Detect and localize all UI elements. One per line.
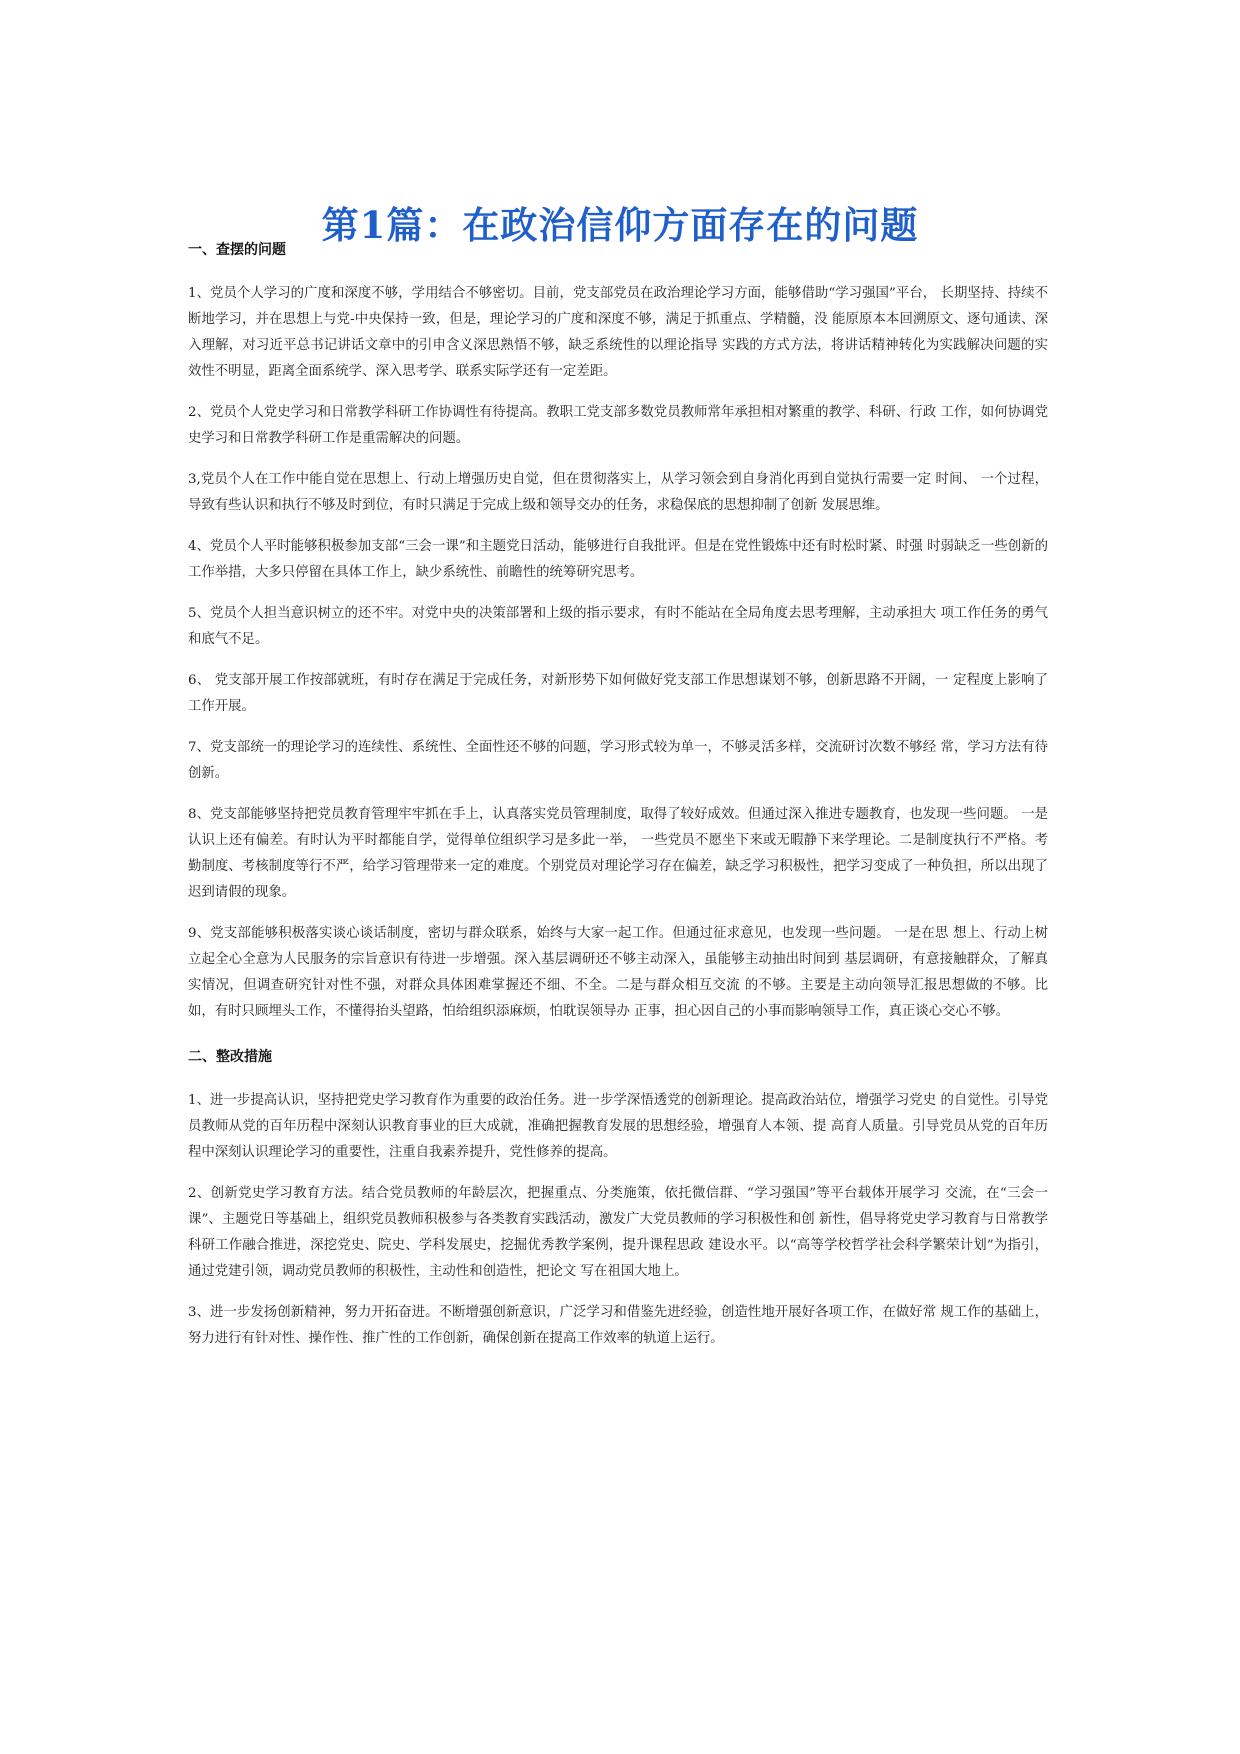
paragraph: 1、党员个人学习的广度和深度不够，学用结合不够密切。目前，党支部党员在政治理论学习方面，能够借助“学习强国”平台， 长期坚持、持续不断地学习，并在思想上与党-中央保持一致，但是，理论学习的广度和深度不够，满足于抓重点、学精髓，没 能原原本本回溯原文、逐句通读、深入理解，对习近平总书记讲话文章中的引申含义深思熟悟不够，缺乏系统性的以理论指导 实践的方式方法，将讲话精神转化为实践解决问题的实效性不明显，距离全面系统学、深入思考学、联系实际学还有一定差距。 xyxy=(188,286,1048,379)
section-heading: 一、查摆的问题 xyxy=(188,242,286,258)
section-problems xyxy=(188,240,1048,1025)
paragraph: 9、党支部能够积极落实谈心谈话制度，密切与群众联系，始终与大家一起工作。但通过征求意见，也发现一些问题。 一是在思 想上、行动上树立起全心全意为人民服务的宗旨意识有待进一步增强。深入基层调研还不够主动深入，虽能够主动抽出时间到 基层调研，有意接触群众，了解真实情况，但调查研究针对性不强，对群众具体困难掌握还不细、不全。二是与群众相互交流 的不够。主要是主动向领导汇报思想做的不够。比如，有时只顾埋头工作，不懂得抬头望路，怕给组织添麻烦，怕耽误领导办 正事，担心因自己的小事而影响领导工作，真正谈心交心不够。 xyxy=(188,926,1048,1019)
section-rectification xyxy=(188,1047,1048,1352)
page-title: 第1篇：在政治信仰方面存在的问题 xyxy=(321,202,919,247)
paragraph: 4、党员个人平时能够积极参加支部“三会一课”和主题党日活动，能够进行自我批评。但是在党性锻炼中还有时松时紧、时强 时弱缺乏一些创新的工作举措，大多只停留在具体工作上，缺少系统性、前瞻性的统筹研究思考。 xyxy=(188,539,1048,580)
paragraph: 1、进一步提高认识，坚持把党史学习教育作为重要的政治任务。进一步学深悟透党的创新理论。提高政治站位，增强学习党史 的自觉性。引导党员教师从党的百年历程中深刻认识教育事业的巨大成就，准确把握教育发展的思想经验，增强育人本领、提 高育人质量。引导党员从党的百年历程中深刻认识理论学习的重要性，注重自我素养提升，党性修养的提高。 xyxy=(188,1093,1048,1160)
paragraph: 2、党员个人党史学习和日常教学科研工作协调性有待提高。教职工党支部多数党员教师常年承担相对繁重的教学、科研、行政 工作，如何协调党史学习和日常教学科研工作是重需解决的问题。 xyxy=(188,405,1048,446)
section-heading: 二、整改措施 xyxy=(188,1049,272,1065)
paragraph: 3、进一步发扬创新精神，努力开拓奋进。不断增强创新意识，广泛学习和借鉴先进经验，创造性地开展好各项工作，在做好常 规工作的基础上，努力进行有针对性、操作性、推广性的工作创新，确保创新在提高工作效率的轨道上运行。 xyxy=(188,1305,1048,1346)
paragraph: 6、 党支部开展工作按部就班，有时存在满足于完成任务，对新形势下如何做好党支部工作思想谋划不够，创新思路不开阔，一 定程度上影响了工作开展。 xyxy=(188,673,1048,714)
paragraph: 2、创新党史学习教育方法。结合党员教师的年龄层次，把握重点、分类施策，依托微信群、“学习强国”等平台载体开展学习 交流，在“三会一课”、主题党日等基础上，组织党员教师积极参与各类教育实践活动，激发广大党员教师的学习积极性和创 新性，倡导将党史学习教育与日常教学科研工作融合推进，深挖党史、院史、学科发展史，挖掘优秀教学案例，提升课程思政 建设水平。以“高等学校哲学社会科学繁荣计划”为指引，通过党建引领，调动党员教师的积极性，主动性和创造性，把论文 写在祖国大地上。 xyxy=(188,1186,1048,1279)
paragraph: 7、党支部统一的理论学习的连续性、系统性、全面性还不够的问题，学习形式较为单一，不够灵活多样，交流研讨次数不够经 常，学习方法有待创新。 xyxy=(188,740,1048,781)
paragraph: 3,党员个人在工作中能自觉在思想上、行动上增强历史自觉，但在贯彻落实上，从学习领会到自身消化再到自觉执行需要一定 时间、 一个过程，导致有些认识和执行不够及时到位，有时只满足于完成上级和领导交办的任务，求稳保底的思想抑制了创新 发展思维。 xyxy=(188,472,1048,513)
paragraph: 8、党支部能够坚持把党员教育管理牢牢抓在手上，认真落实党员管理制度，取得了较好成效。但通过深入推进专题教育，也发现一些问题。 一是认识上还有偏差。有时认为平时都能自学，觉得单位组织学习是多此一举， 一些党员不愿坐下来或无暇静下来学理论。二是制度执行不严格。考勤制度、考核制度等行不严，给学习管理带来一定的难度。个别党员对理论学习存在偏差，缺乏学习积极性，把学习变成了一种负担，所以出现了迟到请假的现象。 xyxy=(188,807,1048,900)
paragraph: 5、党员个人担当意识树立的还不牢。对党中央的决策部署和上级的指示要求，有时不能站在全局角度去思考理解，主动承担大 项工作任务的勇气和底气不足。 xyxy=(188,606,1048,647)
document-body xyxy=(188,240,1048,1367)
